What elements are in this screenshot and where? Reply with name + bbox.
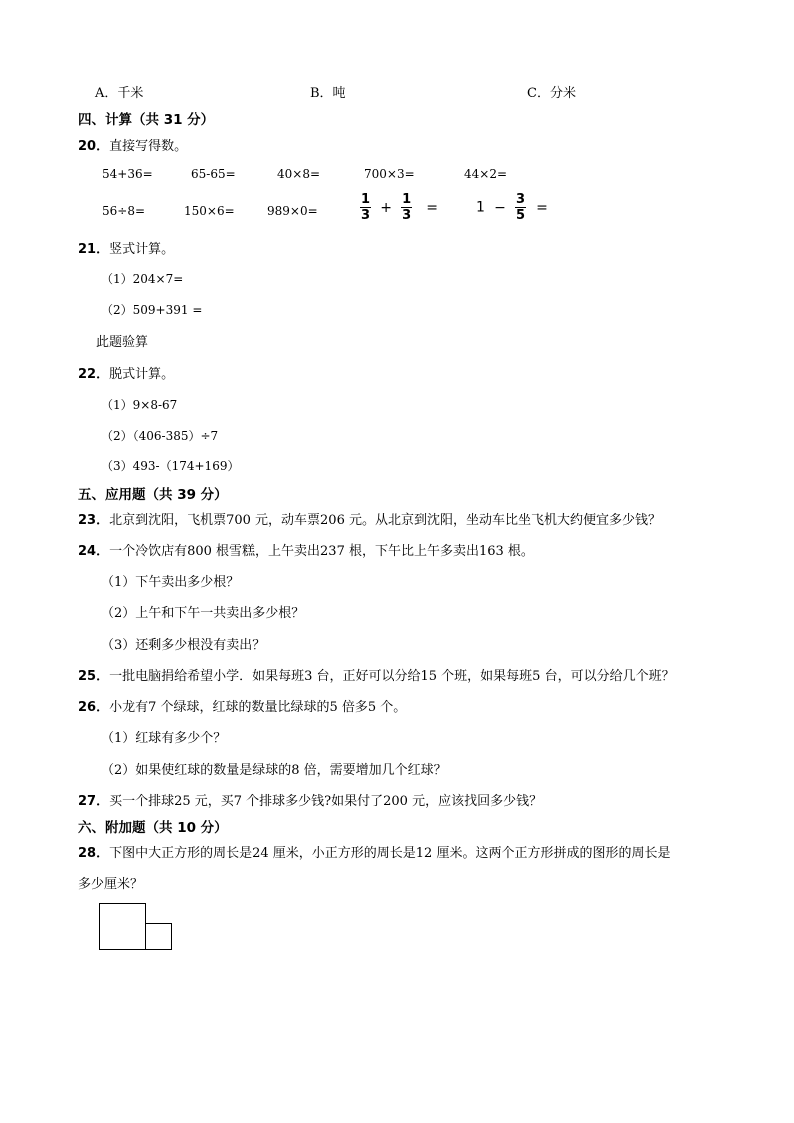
section-6-heading: 六、附加题（共 10 分） [78,820,228,836]
section-5-heading: 五、应用题（共 39 分） [78,487,228,503]
question-27 [78,790,542,809]
choice-a: A．千米 [95,86,144,101]
sub-item: （2）如果使红球的数量是绿球的8 倍，需要增加几个红球？ [101,763,447,778]
q20-expr: 989×0= [267,204,318,218]
question-number: 20． [78,139,110,154]
question-text: 一批电脑捐给希望小学．如果每班3 台，正好可以分给15 个班，如果每班5 台，可以分给几个班？ [109,669,675,684]
question-25 [78,665,675,684]
q20-expr: 40×8= [277,167,321,181]
question-number: 26． [78,700,110,715]
question-24 [78,540,534,559]
question-text: 北京到沈阳，飞机票700 元，动车票206 元。从北京到沈阳，坐动车比坐飞机大约便宜多少钱？ [109,513,661,528]
sub-item: （1）204×7= [101,272,184,286]
large-square [100,904,146,950]
fraction: $\frac{1}{3}$ [402,192,412,223]
question-text: 一个冷饮店有800 根雪糕，上午卖出237 根，下午比上午多卖出163 根。 [109,544,534,559]
question-number: 24． [78,544,110,559]
question-number: 28． [78,846,110,861]
question-text: 下图中大正方形的周长是24 厘米，小正方形的周长是12 厘米。这两个正方形拼成的图形的周长是 [109,846,671,861]
fraction: $\frac{3}{5}$ [515,192,525,223]
choice-c: C．分米 [527,86,576,101]
question-stem: 脱式计算。 [109,367,175,382]
sub-item: （3）493-（174+169） [101,459,240,473]
question-stem: 直接写得数。 [109,139,188,154]
sub-item: （1）9×8-67 [101,398,178,412]
question-number: 23． [78,513,110,528]
q20-expr: 44×2= [464,167,508,181]
question-28 [78,842,670,861]
question-20 [78,135,187,154]
choice-b: B．吨 [310,86,346,101]
sub-item: （2）上午和下午一共卖出多少根？ [101,606,305,621]
sub-item: （2）509+391 = [101,303,203,317]
question-number: 21． [78,242,110,257]
question-number: 25． [78,669,110,684]
sub-item: （1）红球有多少个？ [101,731,227,746]
question-number: 27． [78,794,110,809]
question-26 [78,696,406,715]
question-number: 22． [78,367,110,382]
sub-item: （2）（406-385）÷7 [101,429,219,443]
question-21 [78,238,174,257]
small-square [146,924,172,950]
sub-item: （1）下午卖出多少根？ [101,575,240,590]
q20-expr: 56÷8= [102,204,146,218]
q20-expr: 700×3= [364,167,415,181]
question-stem: 竖式计算。 [109,242,175,257]
two-squares-figure [98,902,178,954]
question-text: 小龙有7 个绿球，红球的数量比绿球的5 倍多5 个。 [109,700,407,715]
question-28-continued: 多少厘米？ [78,877,144,892]
section-4-heading: 四、计算（共 31 分） [78,112,215,128]
fraction-expression-1: $\frac{1}{3}$ + $\frac{1}{3}$ = [361,192,438,223]
sub-item: （3）还剩多少根没有卖出？ [101,638,266,653]
q20-expr: 65-65= [191,167,236,181]
verify-note: 此题验算 [96,335,149,350]
fraction-expression-2: 1 − $\frac{3}{5}$ = [476,192,548,223]
question-22 [78,363,174,382]
fraction: $\frac{1}{3}$ [361,192,371,223]
question-23 [78,509,661,528]
question-text: 买一个排球25 元，买7 个排球多少钱?如果付了200 元，应该找回多少钱？ [109,794,543,809]
q20-expr: 150×6= [184,204,235,218]
q20-expr: 54+36= [102,167,153,181]
